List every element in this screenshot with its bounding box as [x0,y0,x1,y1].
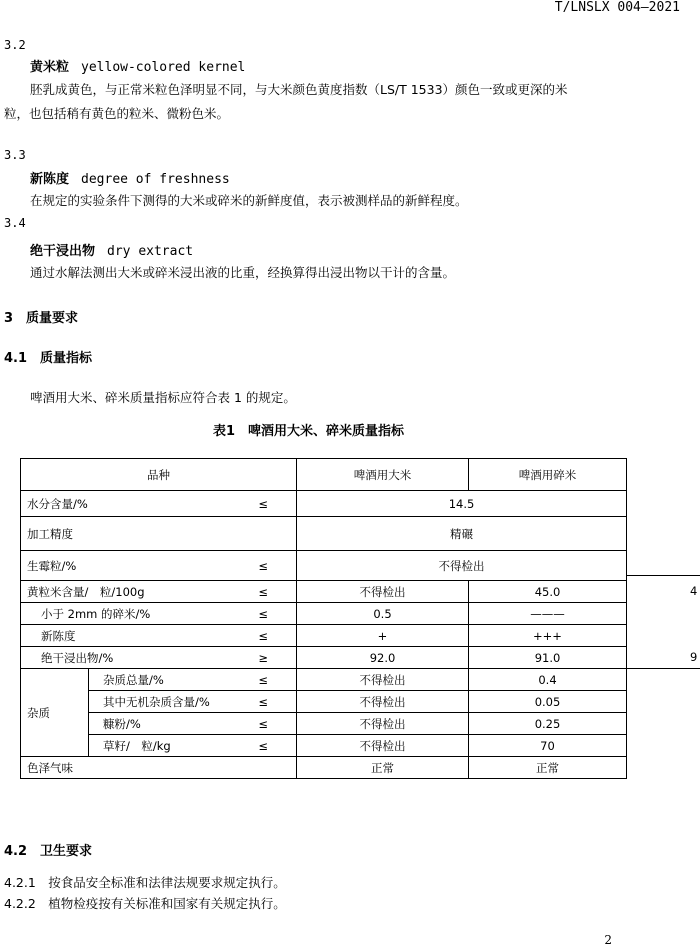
term-cn: 新陈度 [30,172,70,187]
header-rice: 啤酒用大米 [297,459,469,491]
term-en: dry extract [107,244,194,259]
clause-4-2-2: 4.2.2 植物检疫按有关标准和国家有关规定执行。 [4,896,286,911]
term-en: yellow-colored kernel [81,60,246,75]
clause-3-4-number: 3.4 [4,216,26,230]
term-yellow-kernel [30,56,245,75]
cut-column-border [627,668,700,669]
term-freshness [30,168,230,187]
term-en: degree of freshness [81,172,230,187]
term-cn: 黄米粒 [30,60,70,75]
table-row: 杂质 杂质总量/% ≤ 不得检出 0.4 [21,669,627,691]
paragraph: 啤酒用大米、碎米质量指标应符合表 1 的规定。 [30,390,296,405]
table-row: 糠粉/% ≤ 不得检出 0.25 [21,713,627,735]
document-code: T/LNSLX 004—2021 [554,0,680,15]
table-row: 生霉粒/% ≤ 不得检出 [21,551,627,581]
term-dry-extract [30,240,193,259]
cut-cell-value: 9 [690,650,698,664]
table-row: 草籽/ 粒/kg ≤ 不得检出 70 [21,735,627,757]
table-row: 绝干浸出物/% ≥ 92.0 91.0 [21,647,627,669]
cut-column-border [627,575,700,576]
subsection-heading: 4.1 质量指标 [4,351,93,366]
table-row: 黄粒米含量/ 粒/100g ≤ 不得检出 45.0 [21,581,627,603]
header-broken: 啤酒用碎米 [469,459,627,491]
clause-3-2-number: 3.2 [4,38,26,52]
clause-4-2-1: 4.2.1 按食品安全标准和法律法规要求规定执行。 [4,875,286,890]
header-variety: 品种 [21,459,297,491]
table-header-row [21,459,627,491]
section-heading: 3 质量要求 [4,311,79,326]
table-row: 色泽气味 正常 正常 [21,757,627,779]
page-number: 2 [604,933,612,947]
table-row: 其中无机杂质含量/% ≤ 不得检出 0.05 [21,691,627,713]
definition-line: 在规定的实验条件下测得的大米或碎米的新鲜度值，表示被测样品的新鲜程度。 [30,193,468,208]
quality-table [20,458,627,779]
cut-cell-value: 4 [690,584,698,598]
table-row: 水分含量/% ≤ 14.5 [21,491,627,517]
subsection-heading: 4.2 卫生要求 [4,844,93,859]
term-cn: 绝干浸出物 [30,244,96,259]
table-row: 小于 2mm 的碎米/% ≤ 0.5 ——— [21,603,627,625]
table-row: 新陈度 ≤ + +++ [21,625,627,647]
clause-3-3-number: 3.3 [4,148,26,162]
impurity-group-label: 杂质 [21,669,89,757]
table-row: 加工精度 精碾 [21,517,627,551]
definition-line: 胚乳成黄色，与正常米粒色泽明显不同，与大米颜色黄度指数（LS/T 1533）颜色一致或更深的米 [30,82,568,97]
definition-line: 粒，也包括稍有黄色的粒米、微粉色米。 [4,106,230,121]
table-caption: 表1 啤酒用大米、碎米质量指标 [213,424,405,439]
definition-line: 通过水解法测出大米或碎米浸出液的比重，经换算得出浸出物以干计的含量。 [30,265,456,280]
